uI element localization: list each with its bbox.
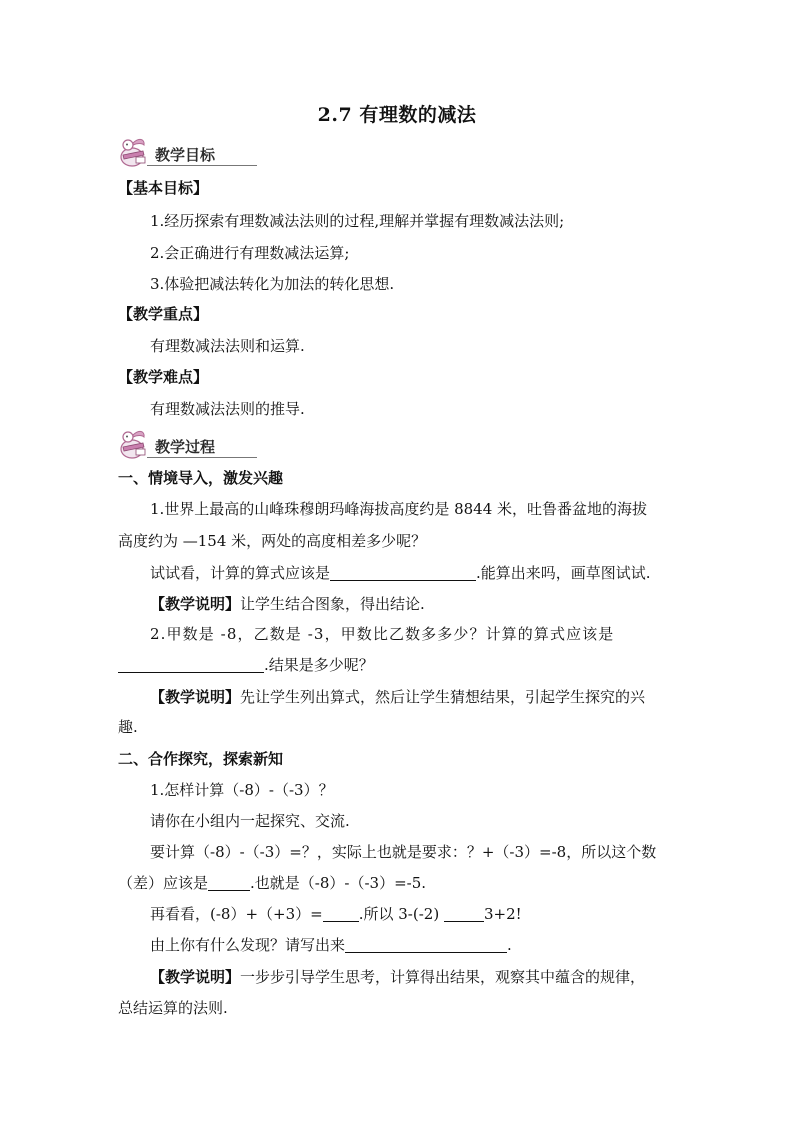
again-prefix: 再看看，(-8）+（+3）= [150,905,323,923]
question-1-line-2: 高度约为 —154 米，两处的高度相差多少呢？ [118,532,427,550]
teaching-note-2-line-1 [150,686,645,707]
part2-calc-line-2 [118,872,426,893]
key-points-text: 有理数减法法则和运算. [150,337,305,355]
answer-blank [444,906,484,922]
objective-item: 1.经历探索有理数减法法则的过程,理解并掌握有理数减法法则; [150,212,565,230]
objective-item: 2.会正确进行有理数减法运算; [150,244,350,262]
banner-label-process: 教学过程 [155,438,216,456]
try-prefix: 试试看，计算的算式应该是 [150,564,331,582]
try-it-line [150,562,651,583]
question-2-line-2 [118,654,374,675]
answer-blank [323,906,359,922]
again-suffix: 3+2! [483,905,522,923]
find-prefix: 由上你有什么发现？请写出来 [150,936,346,954]
question-1-line-1: 1.世界上最高的山峰珠穆朗玛峰海拔高度约是 8844 米，吐鲁番盆地的海拔 [150,500,648,518]
calc-prefix: （差）应该是 [118,874,209,892]
teacher-mascot-icon [117,135,151,169]
answer-blank [330,565,476,581]
part2-again-line [150,903,522,924]
teaching-note-label: 【教学说明】 [150,968,241,986]
banner-underline [147,165,257,166]
find-suffix: . [507,936,512,954]
teaching-note-text: 一步步引导学生思考，计算得出结果，观察其中蕴含的规律， [240,968,646,986]
answer-blank [118,657,264,673]
section-banner-objectives [117,141,257,169]
teaching-note-1 [150,593,425,614]
part2-heading: 二、合作探究，探索新知 [118,750,284,768]
part2-find-line [150,934,512,955]
teaching-note-label: 【教学说明】 [150,595,241,613]
teaching-note-label: 【教学说明】 [150,688,241,706]
basic-objectives-heading: 【基本目标】 [118,179,209,197]
key-points-heading: 【教学重点】 [118,305,209,323]
banner-underline [147,457,257,458]
teacher-mascot-icon [117,427,151,461]
part2-group-discussion: 请你在小组内一起探究、交流. [150,812,350,830]
banner-label-objectives: 教学目标 [155,146,216,164]
teaching-note-text: 让学生结合图象，得出结论. [240,595,425,613]
objective-item: 3.体验把减法转化为加法的转化思想. [150,275,395,293]
part1-heading: 一、情境导入，激发兴趣 [118,469,284,487]
answer-blank [208,875,250,891]
part2-calc-line-1: 要计算（-8）-（-3）=？，实际上也就是要求：？+（-3）=-8，所以这个数 [150,843,657,861]
difficult-points-heading: 【教学难点】 [118,368,209,386]
question-2-suffix: .结果是多少呢？ [264,656,374,674]
part2-question-1: 1.怎样计算（-8）-（-3）？ [150,781,334,799]
try-suffix: .能算出来吗，画草图试试. [476,564,651,582]
section-banner-process [117,433,257,461]
again-mid: .所以 3-(-2) [358,905,440,923]
difficult-points-text: 有理数减法法则的推导. [150,400,305,418]
teaching-note-3-line-2: 总结运算的法则. [118,999,228,1017]
teaching-note-2-line-2: 趣. [118,718,138,736]
teaching-note-text: 先让学生列出算式，然后让学生猜想结果，引起学生探究的兴 [240,688,646,706]
page-title: 2.7 有理数的减法 [317,104,477,126]
teaching-note-3-line-1 [150,966,645,987]
answer-blank [345,937,507,953]
calc-suffix: .也就是（-8）-（-3）=-5. [250,874,427,892]
question-2-line-1: 2.甲数是 -8，乙数是 -3，甲数比乙数多多少？计算的算式应该是 [150,625,615,643]
